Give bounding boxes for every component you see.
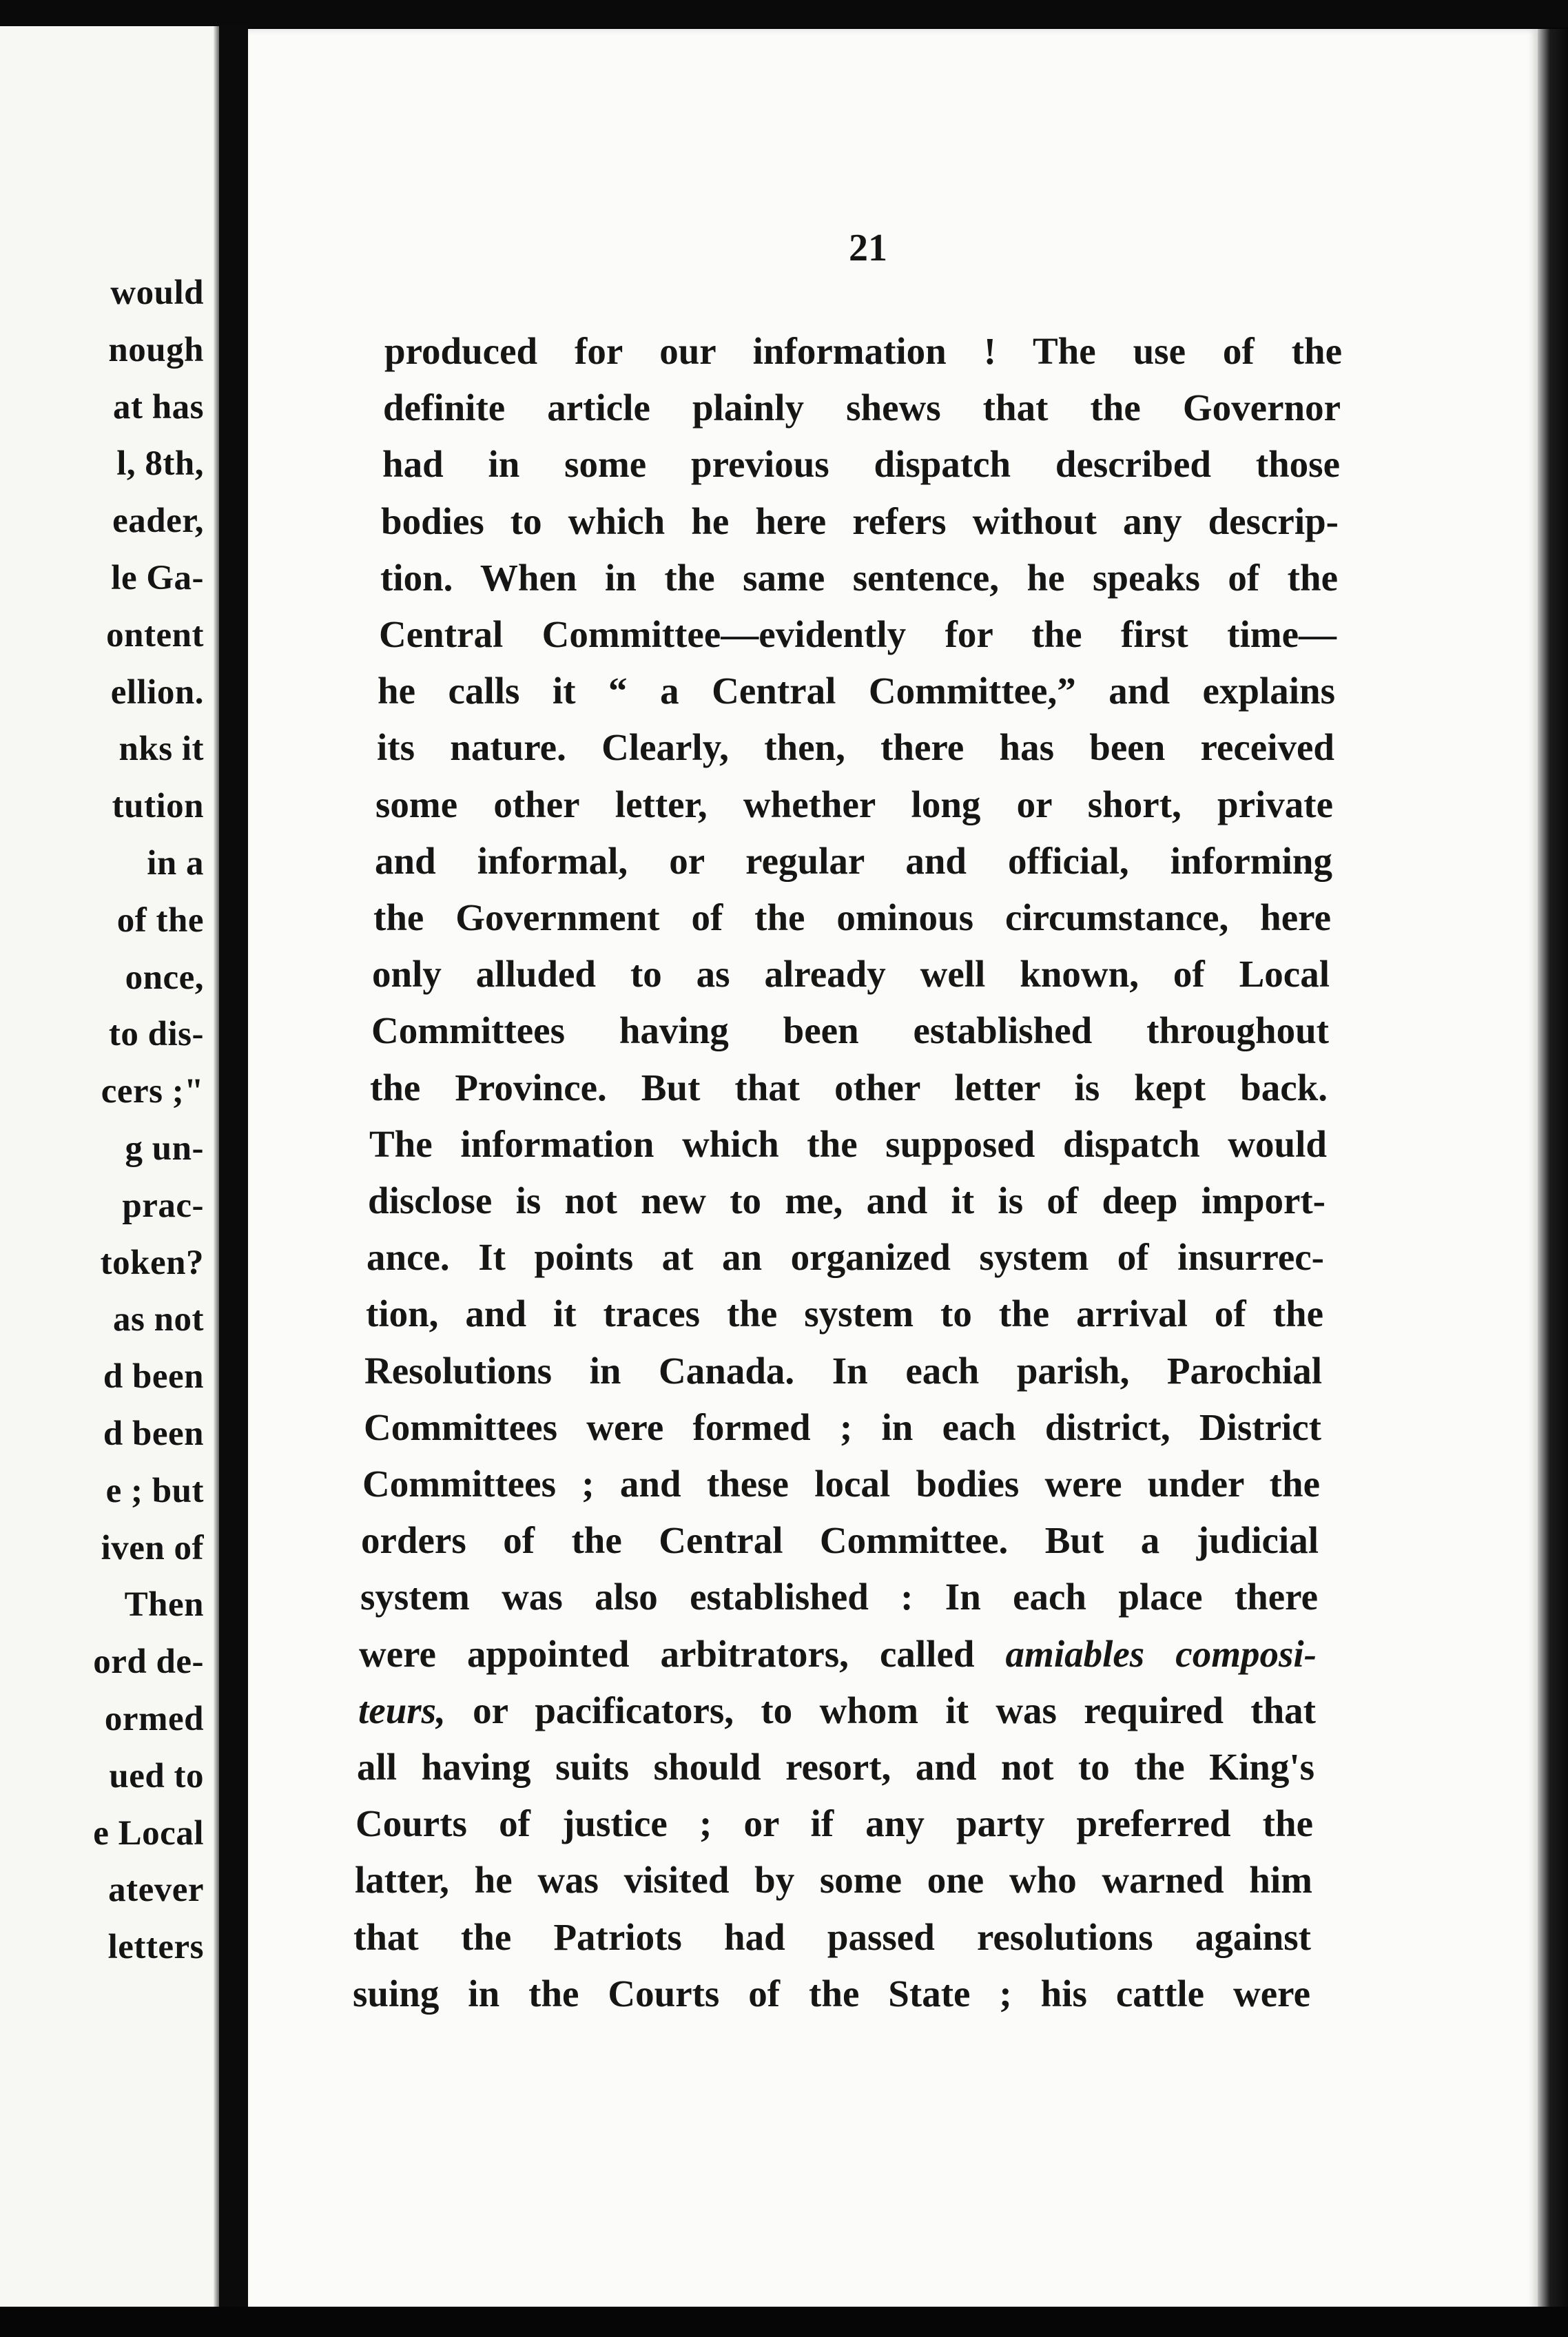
- left-page-line: ord de-: [93, 1643, 204, 1682]
- left-page-line: prac-: [122, 1186, 204, 1225]
- left-page-line: tution: [112, 787, 204, 826]
- page-number: 21: [849, 227, 887, 269]
- text-line: definite article plainly shews that the Governor: [383, 387, 1341, 429]
- scan-bottom-border: [0, 2307, 1568, 2337]
- left-page-line: ued to: [109, 1756, 204, 1795]
- text-line: had in some previous dispatch described those: [382, 443, 1340, 486]
- left-page-line: d been: [103, 1414, 204, 1453]
- text-line: Committees having been established throughout: [371, 1009, 1329, 1052]
- text-line: all having suits should resort, and not to the King's: [357, 1746, 1314, 1788]
- text-line: Courts of justice ; or if any party preferred the: [355, 1802, 1313, 1845]
- left-page-line: l, 8th,: [116, 444, 204, 484]
- left-page-line: at has: [113, 387, 204, 426]
- text-line: were appointed arbitrators, called amiables composi-: [359, 1632, 1317, 1675]
- text-line: the Province. But that other letter is kept back.: [370, 1066, 1328, 1109]
- text-line: teurs, or pacificators, to whom it was required that: [358, 1689, 1316, 1731]
- left-page-line: would: [110, 274, 204, 312]
- left-page-line: eader,: [112, 502, 204, 541]
- left-page-line: e ; but: [105, 1471, 204, 1510]
- text-line: tion. When in the same sentence, he speaks of the: [380, 556, 1338, 599]
- left-page-fragment: [0, 26, 219, 2307]
- text-line: Central Committee—evidently for the first time—: [379, 613, 1337, 655]
- left-page-line: cers ;": [101, 1072, 204, 1111]
- text-line: tion, and it traces the system to the arrival of the: [366, 1293, 1323, 1335]
- left-page-line: as not: [113, 1300, 204, 1339]
- left-page-line: token?: [100, 1243, 204, 1282]
- left-page-line: of the: [116, 900, 204, 940]
- left-page-line: once,: [125, 958, 204, 997]
- text-line: bodies to which he here refers without any descrip-: [381, 500, 1339, 542]
- book-gutter: [219, 26, 248, 2337]
- left-page-line: g un-: [125, 1129, 204, 1168]
- text-line: that the Patriots had passed resolutions against: [353, 1915, 1311, 1958]
- page-edge-shadow: [1538, 29, 1568, 2337]
- text-line: only alluded to as already well known, of Local: [372, 953, 1330, 996]
- text-line: Committees ; and these local bodies were under the: [362, 1463, 1320, 1505]
- text-line: latter, he was visited by some one who warned him: [355, 1859, 1312, 1902]
- text-line: ance. It points at an organized system of insurrec-: [367, 1236, 1324, 1279]
- text-line: disclose is not new to me, and it is of deep import-: [368, 1180, 1325, 1222]
- text-line: produced for our information ! The use of the: [384, 330, 1342, 372]
- text-line: he calls it “ a Central Committee,” and explains: [378, 670, 1335, 712]
- text-line: the Government of the ominous circumstance, here: [373, 896, 1331, 938]
- text-line: some other letter, whether long or short, private: [375, 783, 1333, 825]
- text-line: its nature. Clearly, then, there has been received: [377, 726, 1334, 769]
- left-page-line: ellion.: [110, 672, 204, 712]
- text-line: and informal, or regular and official, informing: [375, 839, 1332, 882]
- left-page-line: ontent: [106, 615, 204, 655]
- text-line: orders of the Central Committee. But a judicial: [361, 1519, 1319, 1562]
- text-line: Resolutions in Canada. In each parish, Parochial: [364, 1349, 1322, 1392]
- left-page-line: in a: [147, 844, 204, 883]
- left-page-line: to dis-: [108, 1015, 204, 1054]
- left-page-line: iven of: [101, 1528, 204, 1567]
- left-page-line: nks it: [118, 730, 204, 769]
- left-page-line: letters: [107, 1928, 204, 1967]
- text-line: system was also established : In each place there: [360, 1576, 1318, 1618]
- left-page-line: e Local: [93, 1813, 204, 1853]
- left-page-line: atever: [108, 1871, 204, 1910]
- scan-top-border: [0, 0, 1568, 28]
- left-page-line: d been: [103, 1357, 204, 1397]
- text-line: suing in the Courts of the State ; his cattle were: [353, 1972, 1310, 2015]
- text-line: Committees were formed ; in each district, District: [364, 1406, 1321, 1448]
- text-line: The information which the supposed dispatch would: [369, 1122, 1327, 1165]
- left-page-line: ormed: [104, 1700, 204, 1738]
- left-page-line: Then: [124, 1585, 204, 1625]
- left-page-line: nough: [108, 330, 204, 369]
- right-page: [248, 29, 1538, 2318]
- body-text: [353, 29, 1342, 2303]
- left-page-line: le Ga-: [111, 559, 204, 597]
